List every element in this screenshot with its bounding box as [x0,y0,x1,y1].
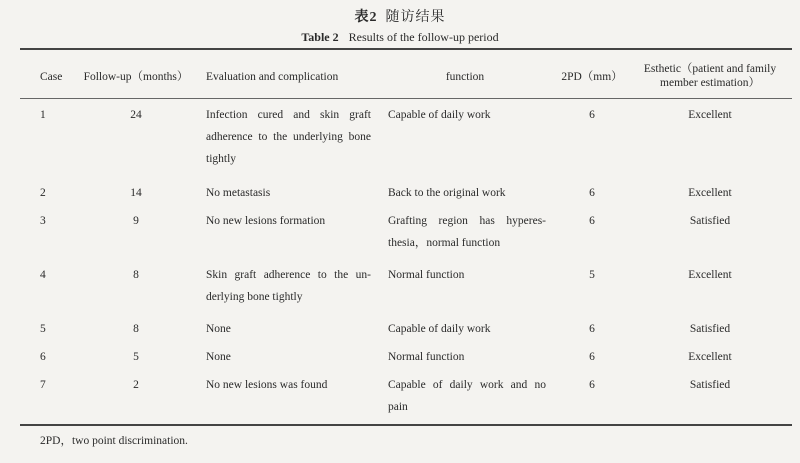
cell-esthetic: Excellent [688,351,732,363]
table-top-rule [20,48,792,50]
cell-evaluation: None [206,323,231,335]
cell-function: Normal function [388,269,465,281]
table-header-rule [20,98,792,99]
cell-function: Capable of daily work [388,323,491,335]
cell-evaluation: No metastasis [206,187,271,199]
cell-case: 2 [40,187,46,199]
table-title-en [0,30,800,45]
cell-evaluation: None [206,351,231,363]
cell-2pd: 6 [589,187,595,199]
cell-function: Grafting region has hyperes-thesia，normal function [388,215,546,249]
cell-esthetic: Excellent [688,269,732,281]
cell-esthetic: Satisfied [689,215,731,227]
cell-case: 5 [40,323,46,335]
table-label-cn: 表2 [354,10,378,25]
cell-2pd: 6 [589,109,595,121]
cell-2pd: 5 [589,269,595,281]
cell-follow-up: 8 [133,269,139,281]
cell-follow-up: 14 [130,187,142,199]
cell-function: Normal function [388,351,465,363]
cell-follow-up: 5 [133,351,139,363]
cell-follow-up: 2 [133,379,139,391]
table-footnote: 2PD，two point discrimination. [40,435,188,447]
table-caption-cn: 随访结果 [385,10,446,25]
header-function: function [445,71,485,83]
header-2pd: 2PD（mm） [561,71,623,83]
cell-case: 1 [40,109,46,121]
cell-2pd: 6 [589,379,595,391]
cell-evaluation: No new lesions was found [206,379,328,391]
table-label-en: Table 2 [301,30,339,44]
cell-follow-up: 8 [133,323,139,335]
cell-follow-up: 9 [133,215,139,227]
cell-function: Back to the original work [388,187,506,199]
table-title-cn [0,6,800,26]
cell-case: 7 [40,379,46,391]
table-caption-en: Results of the follow-up period [348,30,499,44]
cell-2pd: 6 [589,215,595,227]
cell-case: 6 [40,351,46,363]
cell-case: 4 [40,269,46,281]
cell-function: Capable of daily work [388,109,491,121]
cell-esthetic: Satisfied [689,323,731,335]
cell-evaluation: Infection cured and skin graft adherence to the underlying bone tightly [206,109,371,165]
header-evaluation: Evaluation and complication [206,71,339,83]
cell-esthetic: Excellent [688,109,732,121]
cell-esthetic: Excellent [688,187,732,199]
cell-function: Capable of daily work and no pain [388,379,546,413]
header-case: Case [40,71,63,83]
cell-follow-up: 24 [130,109,142,121]
header-follow-up: Follow-up（months） [83,71,189,83]
cell-2pd: 6 [589,351,595,363]
cell-2pd: 6 [589,323,595,335]
cell-case: 3 [40,215,46,227]
table-bottom-rule [20,424,792,426]
cell-evaluation: No new lesions formation [206,215,326,227]
cell-evaluation: Skin graft adherence to the un-derlying bone tightly [206,269,371,303]
header-esthetic: Esthetic（patient and family member estimation） [643,63,777,89]
cell-esthetic: Satisfied [689,379,731,391]
